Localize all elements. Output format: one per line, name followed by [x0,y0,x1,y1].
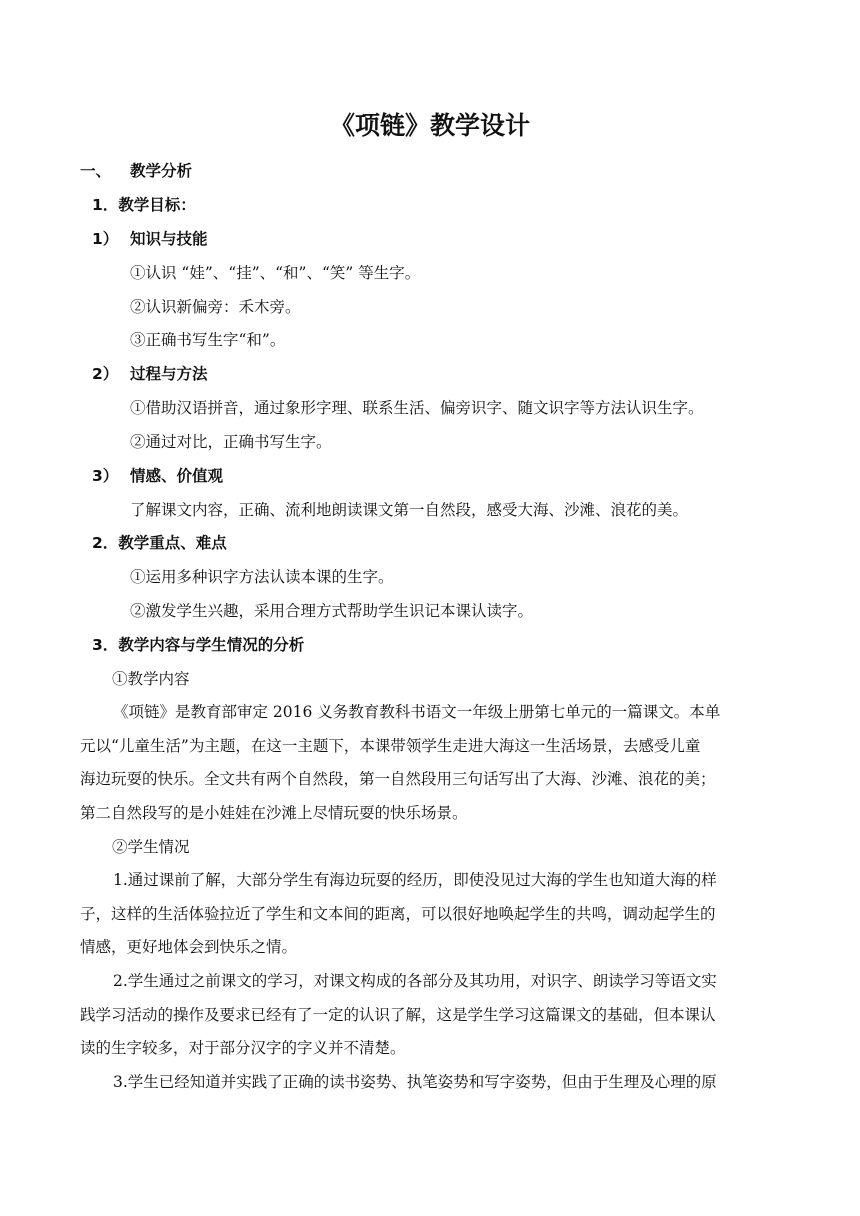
paragraph-line: 子，这样的生活体验拉近了学生和文本间的距离，可以很好地唤起学生的共鸣，调动起学生的 [80,904,716,923]
paragraph-line: 《项链》是教育部审定 2016 义务教育教科书语文一年级上册第七单元的一篇课文。本单 [113,703,721,721]
document-title: 《项链》教学设计 [329,111,530,140]
goal-heading-values [92,465,223,487]
paragraph-line: 读的生字较多，对于部分汉字的字义并不清楚。 [80,1039,406,1058]
list-item: ①认识 “娃”、“挂”、“和”、“笑” 等生字。 [130,264,421,282]
paragraph-line: 情感，更好地体会到快乐之情。 [80,938,298,957]
goal-number: 1） [92,230,119,248]
section-number: 一、 [80,162,112,180]
students-paragraph-3 [80,1066,780,1100]
list-item: 了解课文内容，正确、流利地朗读课文第一自然段，感受大海、沙滩、浪花的美。 [130,501,689,519]
paragraph-line: 海边玩耍的快乐。全文共有两个自然段，第一自然段用三句话写出了大海、沙滩、浪花的美； [80,770,716,789]
content-paragraph [80,696,780,830]
section-label: 教学分析 [130,162,193,180]
paragraph-line: 3.学生已经知道并实践了正确的读书姿势、执笔姿势和写字姿势，但由于生理及心理的原 [113,1073,717,1091]
goal-heading-process [92,363,208,385]
subsection-key-points: 2．教学重点、难点 [92,534,227,552]
goal-number: 2） [92,365,119,383]
goal-label: 过程与方法 [130,365,208,383]
students-paragraph-2 [80,965,780,1066]
list-item: ②通过对比，正确书写生字。 [130,433,332,451]
paragraph-line: 1.通过课前了解，大部分学生有海边玩耍的经历，即使没见过大海的学生也知道大海的样 [113,871,717,889]
students-label: ②学生情况 [112,838,190,856]
list-item: ③正确书写生字“和”。 [130,331,286,349]
paragraph-line: 元以“儿童生活”为主题，在这一主题下，本课带领学生走进大海这一生活场景，去感受儿童 [80,736,701,755]
goal-label: 知识与技能 [130,230,208,248]
goal-number: 3） [92,467,119,485]
goal-heading-knowledge [92,228,208,250]
list-item: ①运用多种识字方法认读本课的生字。 [130,568,394,586]
list-item: ②激发学生兴趣，采用合理方式帮助学生识记本课认读字。 [130,602,534,620]
paragraph-line: 践学习活动的操作及要求已经有了一定的认识了解，这是学生学习这篇课文的基础，但本课认 [80,1005,716,1024]
subsection-analysis: 3．教学内容与学生情况的分析 [92,636,305,654]
list-item: ①借助汉语拼音，通过象形字理、联系生活、偏旁识字、随文识字等方法认识生字。 [130,399,704,417]
students-paragraph-1 [80,864,780,965]
paragraph-line: 第二自然段写的是小娃娃在沙滩上尽情玩耍的快乐场景。 [80,803,468,822]
subsection-objectives: 1．教学目标： [92,196,196,214]
content-label: ①教学内容 [112,670,190,688]
list-item: ②认识新偏旁：禾木旁。 [130,298,301,316]
goal-label: 情感、价值观 [130,467,224,485]
paragraph-line: 2.学生通过之前课文的学习，对课文构成的各部分及其功用，对识字、朗读学习等语文实 [113,972,717,990]
section-heading-1 [80,160,192,182]
